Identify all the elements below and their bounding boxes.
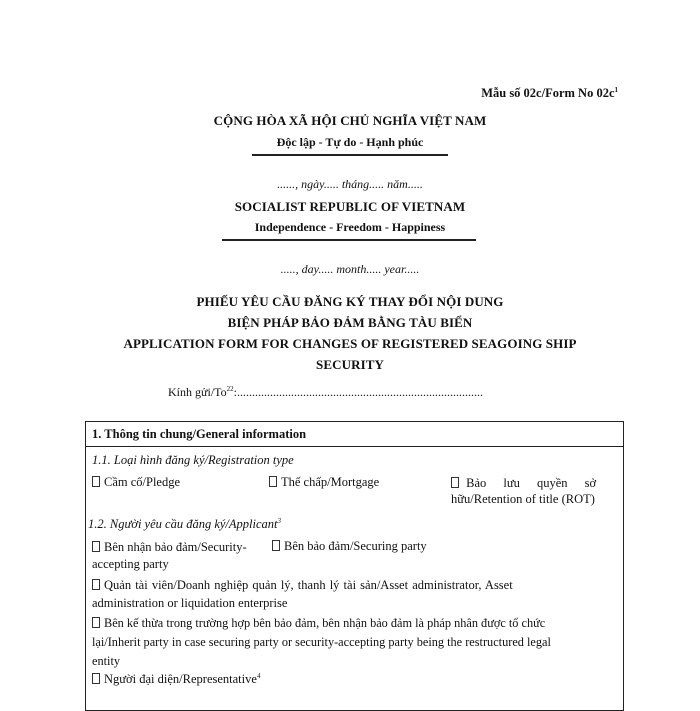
checkbox-icon[interactable]: [92, 579, 100, 590]
checkbox-icon[interactable]: [92, 673, 100, 684]
en-country-name: SOCIALIST REPUBLIC OF VIETNAM: [234, 199, 466, 214]
vn-date-line: ......, ngày..... tháng..... năm.....: [277, 177, 423, 191]
title-vn-line2: BIỆN PHÁP BẢO ĐẢM BẰNG TÀU BIỂN: [227, 315, 473, 330]
general-information-section: [85, 421, 624, 711]
checkbox-icon[interactable]: [269, 476, 277, 487]
option-inherit-party[interactable]: Bên kế thừa trong trường hợp bên bảo đảm, bên nhận bảo đảm là pháp nhân được tổ chức lại/Inherit party in case securing party or security-accepting party being the restructured legal entity: [92, 616, 551, 668]
checkbox-icon[interactable]: [92, 617, 100, 628]
recipient-line: Kính gửi/To$^{22}$:..................................................................................: [168, 385, 484, 399]
option-mortgage[interactable]: Thế chấp/Mortgage: [269, 475, 379, 490]
vn-motto-underline: [252, 154, 448, 156]
recipient-label: Kính gửi/To: [168, 385, 227, 399]
vn-country-name: CỘNG HÒA XÃ HỘI CHỦ NGHĨA VIỆT NAM: [213, 113, 487, 128]
registration-type-heading: 1.1. Loại hình đăng ký/Registration type: [92, 453, 294, 467]
vn-motto: Độc lập - Tự do - Hạnh phúc: [276, 135, 424, 149]
checkbox-icon[interactable]: [272, 540, 280, 551]
en-motto-underline: [222, 239, 476, 241]
en-date-line: ....., day..... month..... year.....: [280, 262, 420, 276]
section-header: 1. Thông tin chung/General information: [86, 422, 623, 447]
title-en-line2: SECURITY: [316, 357, 384, 372]
form-number: Mẫu số 02c/Form No $02c^1$: [481, 86, 618, 101]
option-security-accepting-party[interactable]: Bên nhận bảo đảm/Security- accepting party: [92, 540, 247, 571]
checkbox-icon[interactable]: [92, 541, 100, 552]
option-retention-of-title[interactable]: Bảo lưu quyền sở hữu/Retention of title (ROT): [451, 476, 597, 506]
en-motto: Independence - Freedom - Happiness: [254, 220, 446, 234]
recipient-field[interactable]: :..................................................................................: [233, 385, 484, 399]
checkbox-icon[interactable]: [451, 477, 459, 488]
title-vn-line1: PHIẾU YÊU CẦU ĐĂNG KÝ THAY ĐỔI NỘI DUNG: [196, 294, 504, 309]
checkbox-icon[interactable]: [92, 476, 100, 487]
option-securing-party[interactable]: Bên bảo đảm/Securing party: [272, 539, 427, 554]
option-representative[interactable]: Người đại diện/Representative$^4$: [92, 672, 260, 687]
applicant-heading: 1.2. Người yêu cầu đăng ký/Applicant$^3$: [88, 517, 281, 532]
title-en-line1: APPLICATION FORM FOR CHANGES OF REGISTERED SEAGOING SHIP: [123, 336, 577, 351]
option-asset-administrator[interactable]: Quản tài viên/Doanh nghiệp quản lý, thanh lý tài sản/Asset administrator, Asset administration or liquidation enterprise: [92, 578, 513, 610]
option-pledge[interactable]: Cầm cố/Pledge: [92, 475, 180, 490]
